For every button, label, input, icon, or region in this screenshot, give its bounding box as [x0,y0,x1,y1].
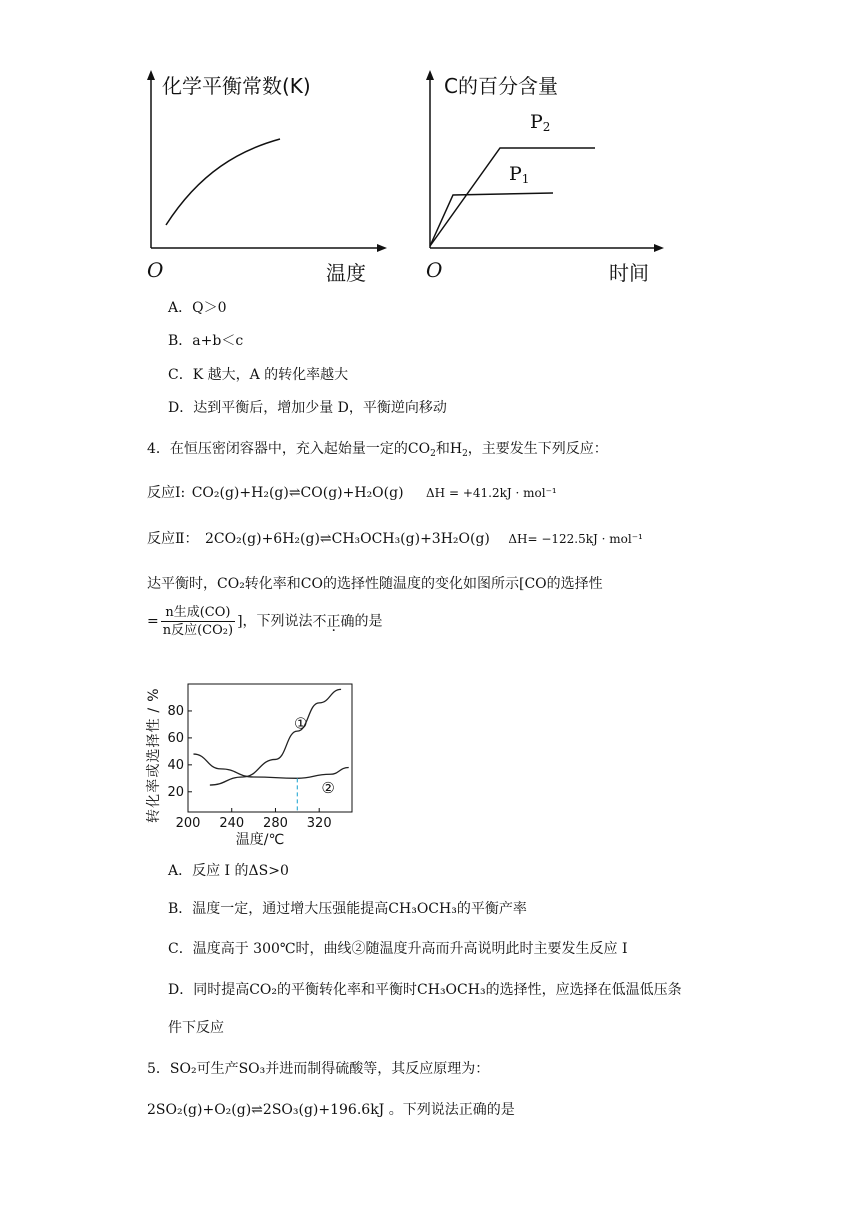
y-tick-label: 60 [167,730,184,746]
x-axis-label: 温度/℃ [235,832,285,848]
q3-option-b: B．a+b＜c [168,333,244,349]
y-axis-label-char: 择 [146,733,162,748]
q4-option-d: D．同时提高CO₂的平衡转化率和平衡时CH₃OCH₃的选择性，应选择在低温低压条 [168,982,682,998]
figure-k-xlabel: 温度 [326,261,366,285]
label-p1: $P_1$ [509,163,530,186]
figure-c-ylabel: C的百分含量 [444,74,558,98]
x-tick-label: 280 [263,816,288,831]
q3-option-c: C．K 越大，A 的转化率越大 [168,367,349,383]
y-axis-label-char: 率 [146,778,162,793]
x-tick-label: 240 [219,816,245,831]
figure-c-origin: O [426,258,443,282]
y-axis-label-char: 选 [146,748,162,763]
y-axis-label-char: 转 [146,809,162,823]
q4-option-b: B．温度一定，通过增大压强能提高CH₃OCH₃的平衡产率 [168,901,527,917]
y-tick-label: 20 [167,784,184,800]
q4-line3: 达平衡时，CO₂转化率和CO的选择性随温度的变化如图所示[CO的选择性 [147,576,603,592]
q5-reaction: 2SO₂(g)+O₂(g)⇌2SO₃(g)+196.6kJ 。下列说法正确的是 [147,1102,515,1118]
q4-option-d-cont: 件下反应 [168,1020,224,1036]
y-tick-label: 40 [167,757,184,773]
q3-option-a: A．Q＞0 [168,300,227,316]
y-axis-label-char: 化 [146,793,162,808]
series-label-1: ① [294,714,308,733]
q4-line4: = $\frac{\text{n生成(CO)}}{\text{n反应(CO₂)}}$ ]，下列说法不正确的是 [147,605,383,638]
q3-option-d: D．达到平衡后，增加少量 D，平衡逆向移动 [168,400,447,416]
series-label-2: ② [321,779,335,798]
y-tick-label: 80 [167,703,184,719]
q4-reaction-2: 反应Ⅱ： 2CO₂(g)+6H₂(g)⇌CH₃OCH₃(g)+3H₂O(g) ΔH= −122.5kJ · mol⁻¹ [147,531,643,547]
x-tick-label: 200 [175,816,201,831]
q4-option-a: A．反应 I 的ΔS>0 [168,863,289,879]
conversion-selectivity-chart [140,676,370,848]
q4-reaction-1: 反应Ⅰ: CO₂(g)+H₂(g)⇌CO(g)+H₂O(g) ΔH = +41.2kJ · mol⁻¹ [147,485,557,501]
series-line-2 [193,754,348,778]
label-p2: $P_2$ [530,111,551,134]
co-selectivity-fraction: $\frac{\text{n生成(CO)}}{\text{n反应(CO₂)}}$ [162,605,234,638]
y-axis-label-char: 性 [146,718,162,733]
q5-stem: 5．SO₂可生产SO₃并进而制得硫酸等，其反应原理为： [147,1061,490,1077]
y-axis-label-char: 或 [146,763,162,778]
q4-stem: 4．在恒压密闭容器中，充入起始量一定的$CO_2$和$H_2$，主要发生下列反应： [147,441,608,459]
figure-c-xlabel: 时间 [609,261,649,285]
figure-k-origin: O [147,258,164,282]
y-axis-label-char: % [146,688,162,702]
y-axis-label-char: / [146,707,162,713]
q4-option-c: C．温度高于 300℃时，曲线②随温度升高而升高说明此时主要发生反应 I [168,941,628,957]
x-tick-label: 320 [306,816,332,831]
figure-k-ylabel: 化学平衡常数(K) [162,74,311,98]
